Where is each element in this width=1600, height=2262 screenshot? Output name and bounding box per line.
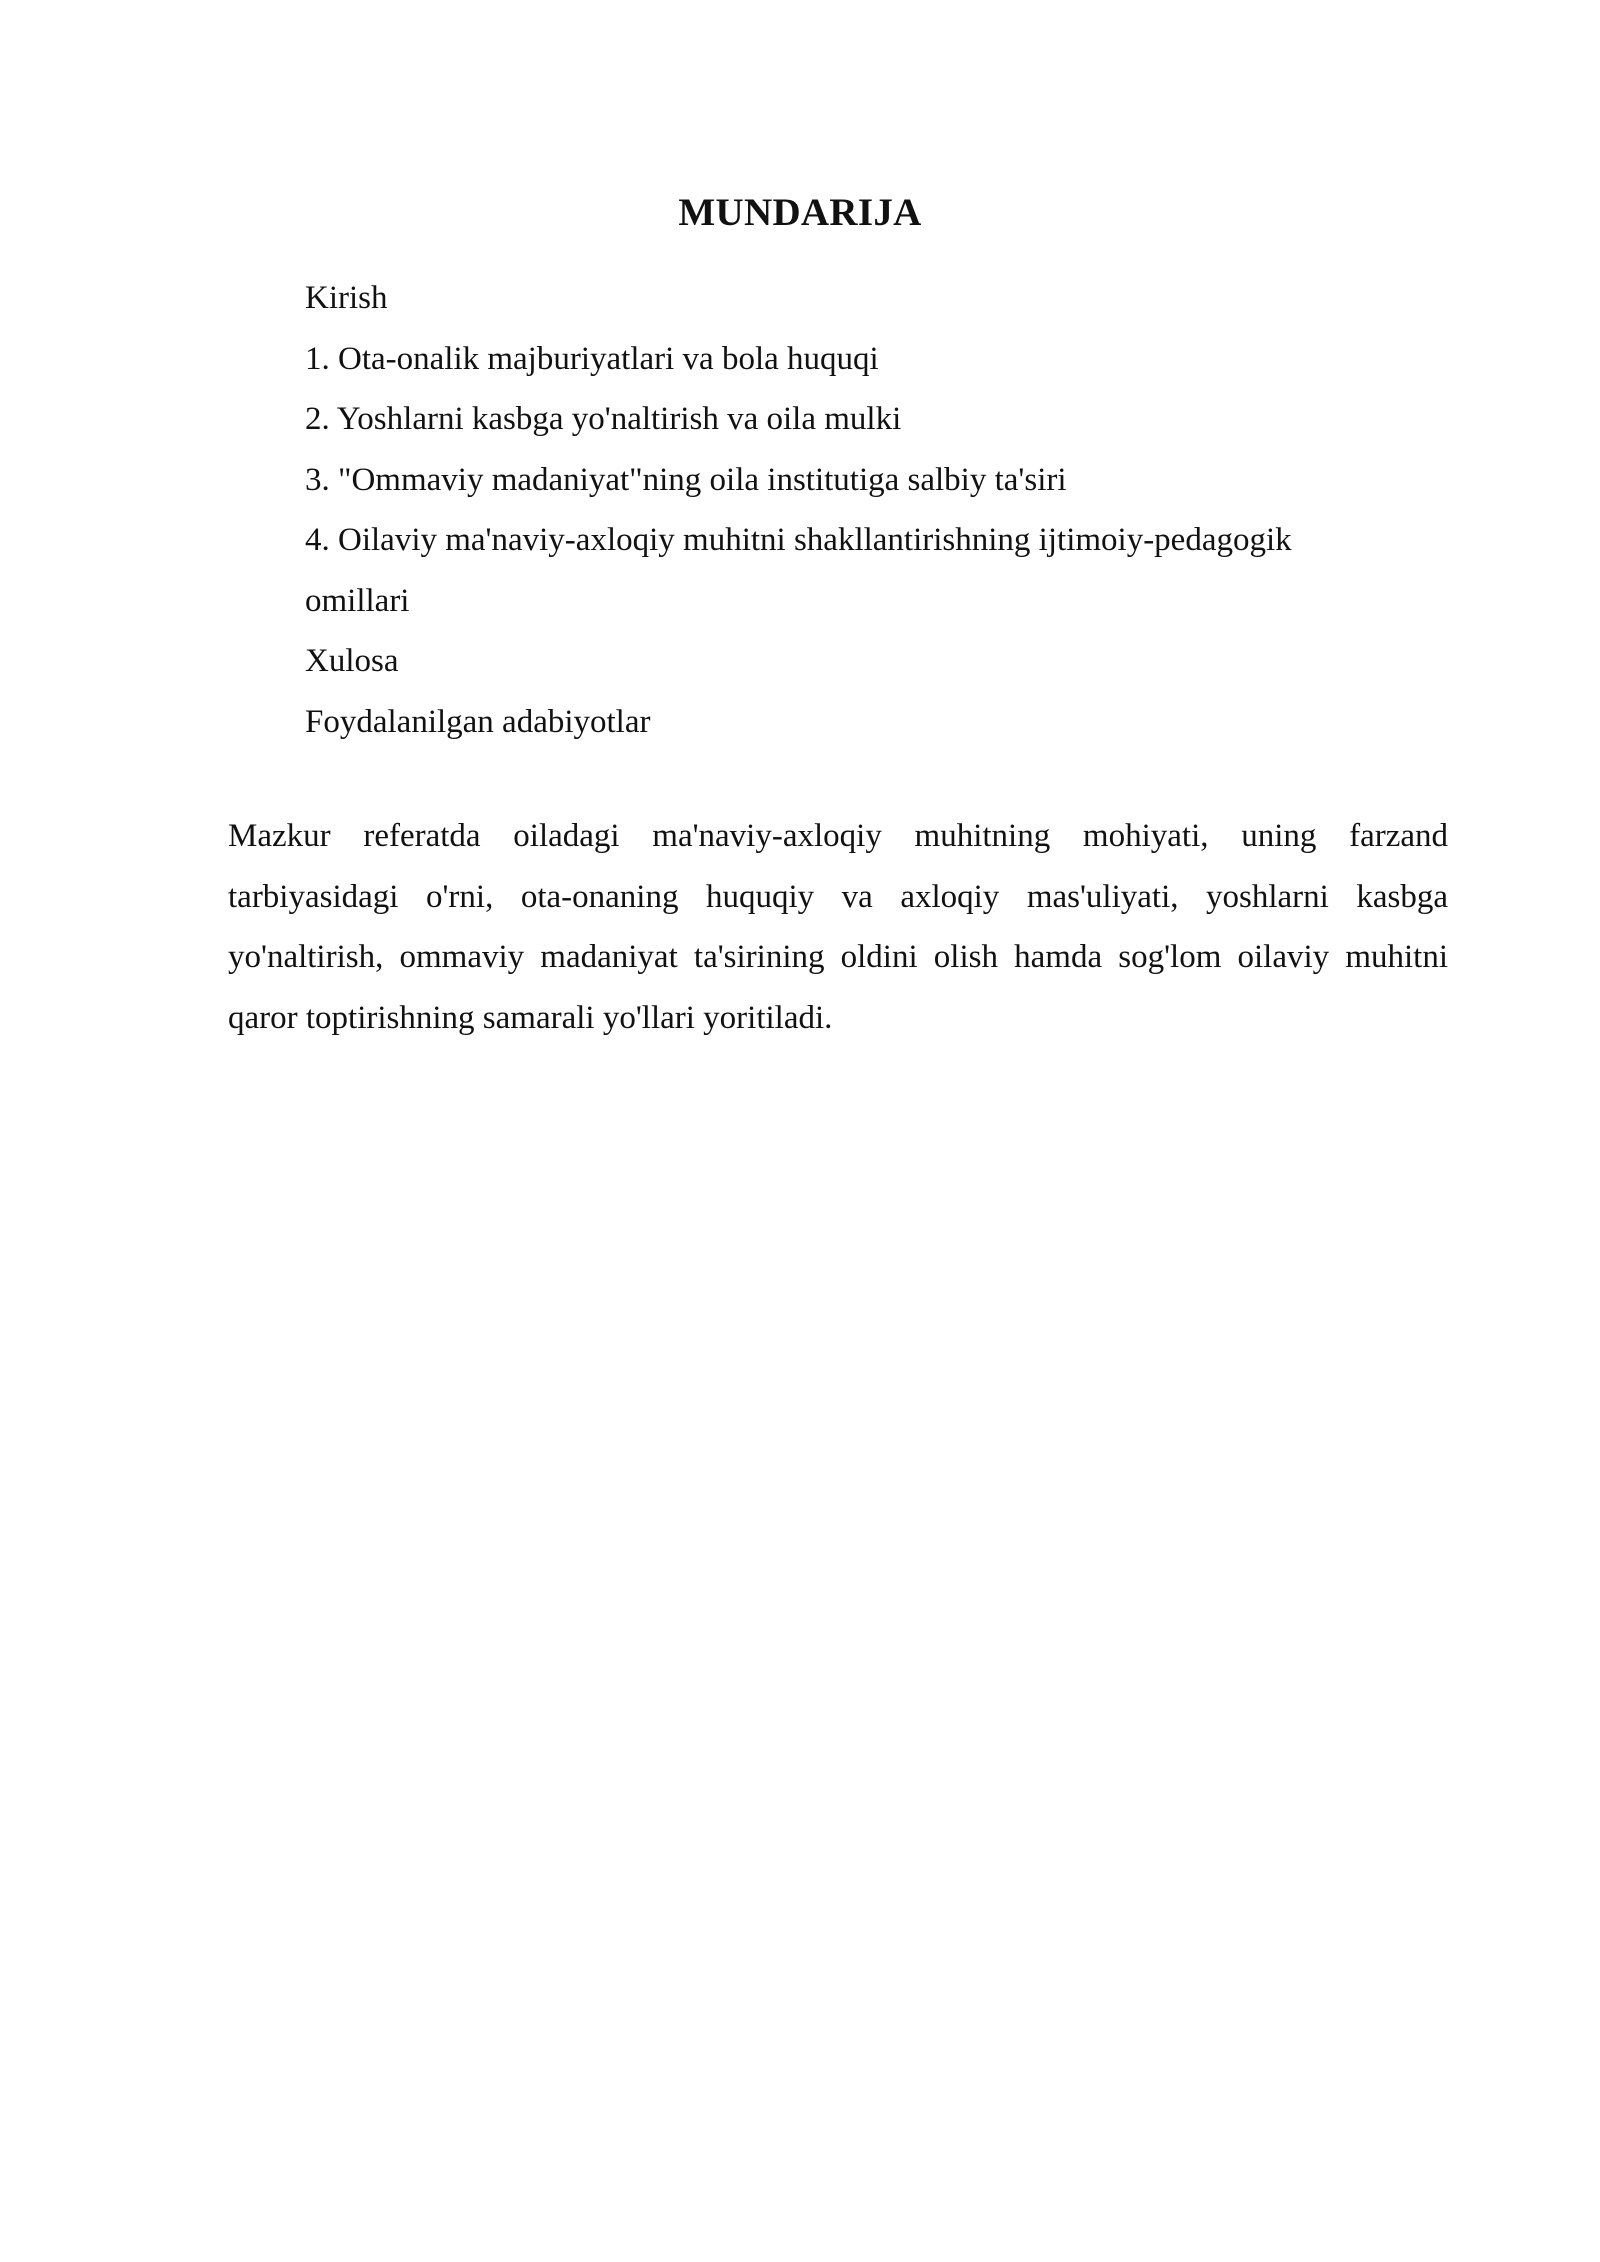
table-of-contents [305, 268, 1405, 752]
toc-item-4: 4. Oilaviy ma'naviy-axloqiy muhitni shakllantirishning ijtimoiy-pedagogik omillari [305, 522, 1292, 619]
toc-item-3: 3. "Ommaviy madaniyat"ning oila institutiga salbiy ta'siri [305, 461, 1067, 498]
toc-item-1: 1. Ota-onalik majburiyatlari va bola huquqi [305, 340, 879, 377]
toc-item-references: Foydalanilgan adabiyotlar [305, 703, 651, 740]
abstract-paragraph: Mazkur referatda oiladagi ma'naviy-axloqiy muhitning mohiyati, uning farzand tarbiyasidagi o'rni, ota-onaning huquqiy va axloqiy mas'uliyati, yoshlarni kasbga yo'naltirish, ommaviy madaniyat ta'sirining oldini olish hamda sog'lom oilaviy muhitni qaror toptirishning samarali yo'llari yoritiladi. [228, 818, 1448, 1036]
toc-item-intro: Kirish [305, 280, 388, 316]
page-title: MUNDARIJA [678, 191, 922, 234]
toc-item-2: 2. Yoshlarni kasbga yo'naltirish va oila mulki [305, 401, 902, 437]
toc-item-conclusion: Xulosa [305, 643, 399, 679]
